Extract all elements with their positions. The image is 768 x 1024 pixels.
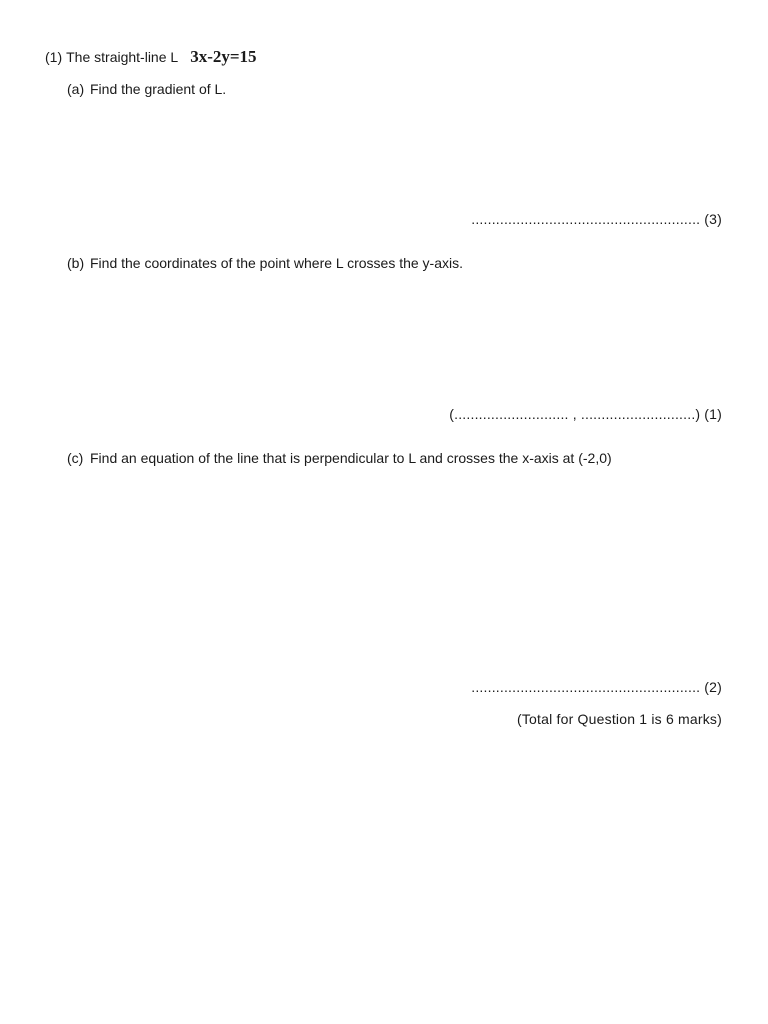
question-number: (1) [45,49,63,65]
part-b-prompt [67,255,463,271]
part-b-marks: (1) [704,406,722,422]
part-a-text: Find the gradient of L. [90,81,227,97]
part-c-prompt [67,450,612,466]
part-a-answer-line[interactable] [471,211,722,227]
part-b-label: (b) [67,255,85,271]
question-stem: The straight-line L [66,49,179,65]
part-c-dots: ........................................................ [471,679,701,695]
part-c-text: Find an equation of the line that is perpendicular to L and crosses the x-axis at (-2,0) [90,450,612,466]
part-a-dots: ........................................................ [471,211,701,227]
part-c-answer-line[interactable] [471,679,722,695]
part-a-label: (a) [67,81,85,97]
question-header [45,47,257,67]
line-equation: 3x-2y=15 [190,47,257,66]
part-a-marks: (3) [704,211,722,227]
part-b-dots: (............................ , ............................) [449,406,701,422]
part-b-answer-line[interactable] [449,406,722,422]
part-c-label: (c) [67,450,84,466]
part-c-marks: (2) [704,679,722,695]
part-b-text: Find the coordinates of the point where L crosses the y-axis. [90,255,464,271]
total-marks: (Total for Question 1 is 6 marks) [517,711,722,727]
part-a-prompt [67,81,226,97]
